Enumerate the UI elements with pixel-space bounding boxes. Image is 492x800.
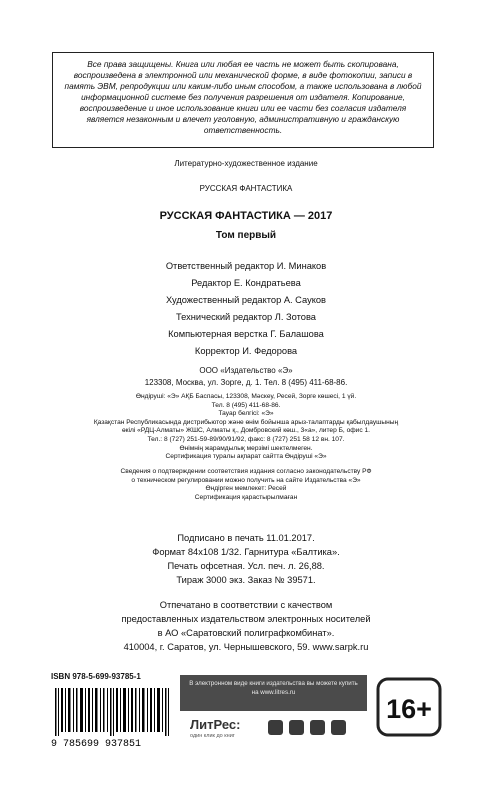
staff-list <box>0 260 492 362</box>
print-info-line: Формат 84x108 1/32. Гарнитура «Балтика». <box>152 547 340 557</box>
legal-notice-text: Все права защищены. Книга или любая ее часть не может быть скопирована, воспроизведена в электронной или механической форме, в виде фотокопии, записи в память ЭВМ, репродукции или каким-либо иным способом, а также использована в любой информационной системе без получения разрешения от издателя. Копирование, воспроизведение и иное использование книги или ее части без согласия издателя является незаконным и влечет уголовную, административную и гражданскую ответственность. <box>64 59 422 135</box>
book-title: РУССКАЯ ФАНТАСТИКА — 2017 <box>159 210 333 222</box>
print-info-line: Тираж 3000 экз. Заказ № 39571. <box>176 575 316 585</box>
staff-line: Компьютерная верстка Г. Балашова <box>168 329 324 339</box>
windows-icon <box>331 720 346 735</box>
litres-logo: ЛитРес: <box>190 717 241 732</box>
cert-line: Өндірген мемлекет: Ресей <box>205 485 287 493</box>
cert-line: Сведения о подтверждении соответствия издания согласно законодательству РФ <box>120 468 372 475</box>
kz-line: Тел.: 8 (727) 251-59-89/90/91/92, факс: 8 (727) 251 58 12 вн. 107. <box>147 435 345 443</box>
publisher-name: ООО «Издательство «Э» <box>199 366 293 375</box>
age-rating-badge <box>374 676 444 738</box>
printer-info-line: 410004, г. Саратов, ул. Чернышевского, 59. www.sarpk.ru <box>123 642 369 652</box>
publisher-address: 123308, Москва, ул. Зорге, д. 1. Тел. 8 (495) 411-68-86. <box>144 378 348 387</box>
legal-notice-box <box>52 52 434 148</box>
barcode-icon <box>51 688 183 748</box>
kz-line: Тауар белгісі: «Э» <box>218 410 274 418</box>
printer-info-line: предоставленных издательством электронных носителей <box>121 614 371 624</box>
kz-line: Сертификация туралы ақпарат сайтта Өндіруші «Э» <box>165 453 327 461</box>
platform-icons <box>268 716 363 738</box>
cert-line: Сертификация қарастырылмаған <box>194 493 298 501</box>
kz-line: Тел. 8 (495) 411-68-86. <box>211 401 281 409</box>
barcode-digits: 9 785699 937851 <box>51 739 142 748</box>
kz-line: Өнімнің жарамдылық мерзімі шектелмеген. <box>179 444 313 452</box>
printer-info-line: Отпечатано в соответствии с качеством <box>159 600 333 610</box>
print-info-line: Подписано в печать 11.01.2017. <box>177 533 315 543</box>
staff-line: Технический редактор Л. Зотова <box>176 312 316 322</box>
age-rating-label: 16+ <box>386 694 432 724</box>
print-info-block <box>0 531 492 587</box>
series-name: РУССКАЯ ФАНТАСТИКА <box>199 184 293 193</box>
publisher-kz-block <box>0 393 492 462</box>
android-icon <box>289 720 304 735</box>
kz-line: өкілі «РДЦ-Алматы» ЖШС, Алматы қ., Домбровский көш., 3«а», литер Б, офис 1. <box>121 427 370 435</box>
certification-block <box>0 468 492 502</box>
ebook-notice-banner <box>180 675 367 711</box>
printer-info-line: в АО «Саратовский полиграфкомбинат». <box>157 628 335 638</box>
windows-phone-icon <box>310 720 325 735</box>
cert-line: о техническом регулировании можно получить на сайте Издательства «Э» <box>131 476 361 484</box>
edition-type: Литературно-художественное издание <box>174 159 318 168</box>
ebook-notice-text: В электронном виде книги издательства вы можете купить на www.litres.ru <box>189 680 358 696</box>
volume-title: Том первый <box>215 230 277 241</box>
isbn-label: ISBN 978-5-699-93785-1 <box>51 672 141 681</box>
staff-line: Ответственный редактор И. Минаков <box>165 261 327 271</box>
kz-line: Өндіруші: «Э» АҚБ Баспасы, 123308, Мәскеу, Ресей, Зорге көшесі, 1 үй. <box>135 393 357 400</box>
litres-tagline: один клик до книг <box>190 733 235 739</box>
apple-icon <box>268 720 283 735</box>
staff-line: Корректор И. Федорова <box>194 346 298 356</box>
print-info-line: Печать офсетная. Усл. печ. л. 26,88. <box>167 561 325 571</box>
staff-line: Художественный редактор А. Сауков <box>165 295 327 305</box>
staff-line: Редактор Е. Кондратьева <box>191 278 301 288</box>
printer-info-block <box>0 598 492 654</box>
kz-line: Қазақстан Республикасында дистрибьютор және өнім бойынша арыз-талаптарды қабылдаушының <box>93 418 399 426</box>
